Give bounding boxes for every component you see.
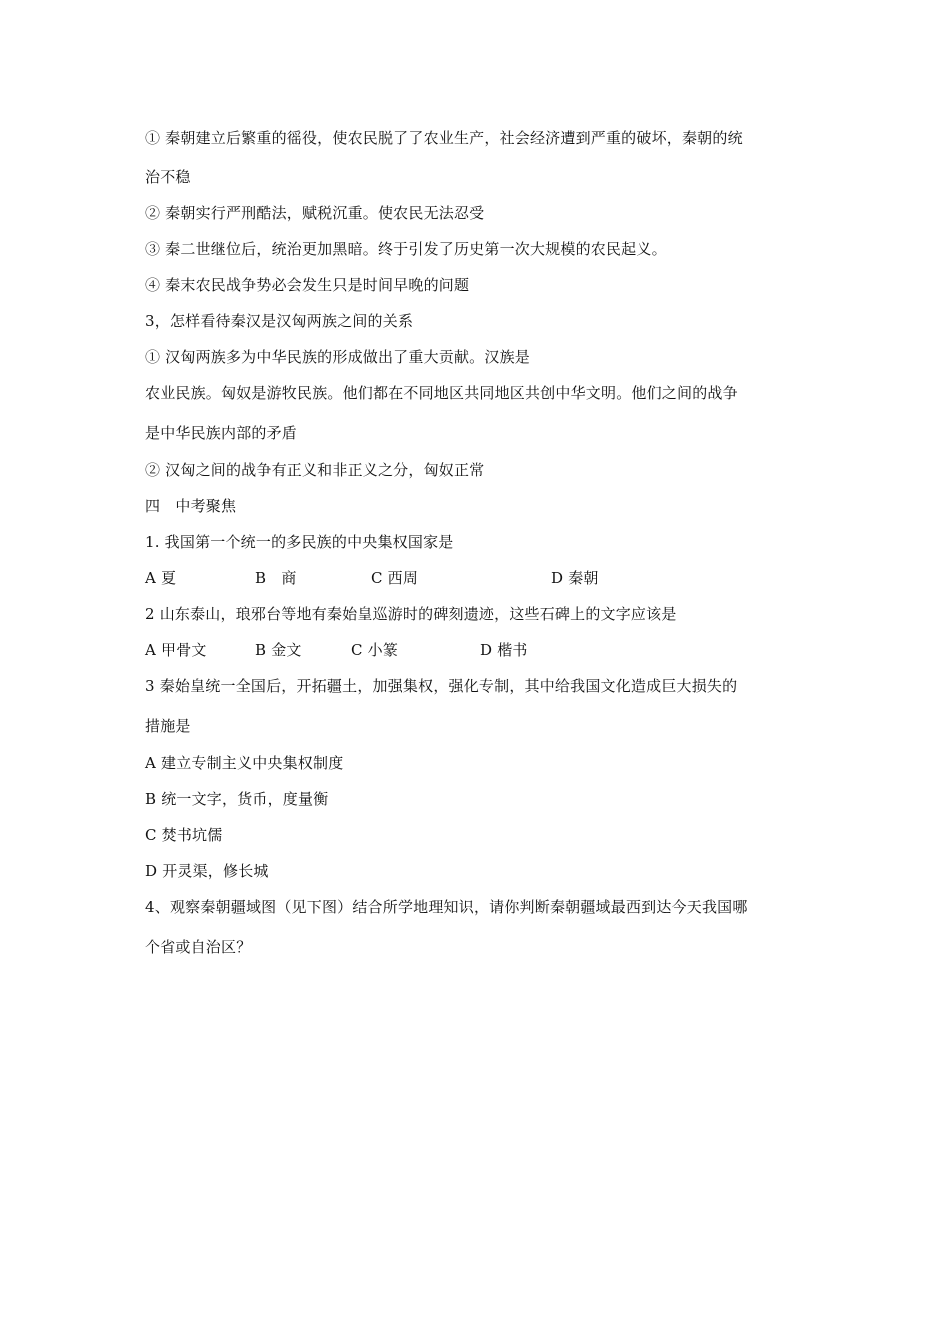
paragraph-1-line-2: 治不稳 xyxy=(145,168,191,186)
paragraph-2: ② 秦朝实行严刑酷法，赋税沉重。使农民无法忍受 xyxy=(145,204,485,222)
exam-question-3-option-b: B 统一文字，货币，度量衡 xyxy=(145,790,329,808)
exam-question-3-stem-line-1: 3 秦始皇统一全国后，开拓疆土，加强集权，强化专制，其中给我国文化造成巨大损失的 xyxy=(145,677,738,695)
question-3-title: 3，怎样看待秦汉是汉匈两族之间的关系 xyxy=(145,312,414,330)
answer-a-line-2: 农业民族。匈奴是游牧民族。他们都在不同地区共同地区共创中华文明。他们之间的战争 xyxy=(145,384,738,402)
option-a: A 夏 xyxy=(145,569,177,587)
option-c: C 西周 xyxy=(371,569,419,587)
exam-question-4-stem-line-2: 个省或自治区？ xyxy=(145,938,252,956)
section-heading: 四 中考聚焦 xyxy=(145,497,237,515)
paragraph-3: ③ 秦二世继位后，统治更加黑暗。终于引发了历史第一次大规模的农民起义。 xyxy=(145,240,667,258)
answer-a-line-1: ① 汉匈两族多为中华民族的形成做出了重大贡献。汉族是 xyxy=(145,348,530,366)
paragraph-1-line-1: ① 秦朝建立后繁重的徭役，使农民脱了了农业生产，社会经济遭到严重的破坏，秦朝的统 xyxy=(145,129,743,147)
exam-question-3-option-c: C 焚书坑儒 xyxy=(145,826,223,844)
paragraph-4: ④ 秦末农民战争势必会发生只是时间早晚的问题 xyxy=(145,276,470,294)
option-c: C 小篆 xyxy=(351,641,399,659)
exam-question-3-option-a: A 建立专制主义中央集权制度 xyxy=(145,754,344,772)
option-d: D 楷书 xyxy=(480,641,528,659)
option-b: B 商 xyxy=(255,569,297,587)
option-b: B 金文 xyxy=(255,641,302,659)
exam-question-2-stem: 2 山东泰山，琅邪台等地有秦始皇巡游时的碑刻遗迹，这些石碑上的文字应该是 xyxy=(145,605,677,623)
option-d: D 秦朝 xyxy=(551,569,599,587)
exam-question-4-stem-line-1: 4、观察秦朝疆域图（见下图）结合所学地理知识，请你判断秦朝疆域最西到达今天我国哪 xyxy=(145,898,748,916)
exam-question-1-stem: 1. 我国第一个统一的多民族的中央集权国家是 xyxy=(145,533,454,551)
answer-b: ② 汉匈之间的战争有正义和非正义之分，匈奴正常 xyxy=(145,461,485,479)
answer-a-line-3: 是中华民族内部的矛盾 xyxy=(145,424,298,442)
exam-question-3-stem-line-2: 措施是 xyxy=(145,717,191,735)
option-a: A 甲骨文 xyxy=(145,641,207,659)
exam-question-3-option-d: D 开灵渠，修长城 xyxy=(145,862,269,880)
